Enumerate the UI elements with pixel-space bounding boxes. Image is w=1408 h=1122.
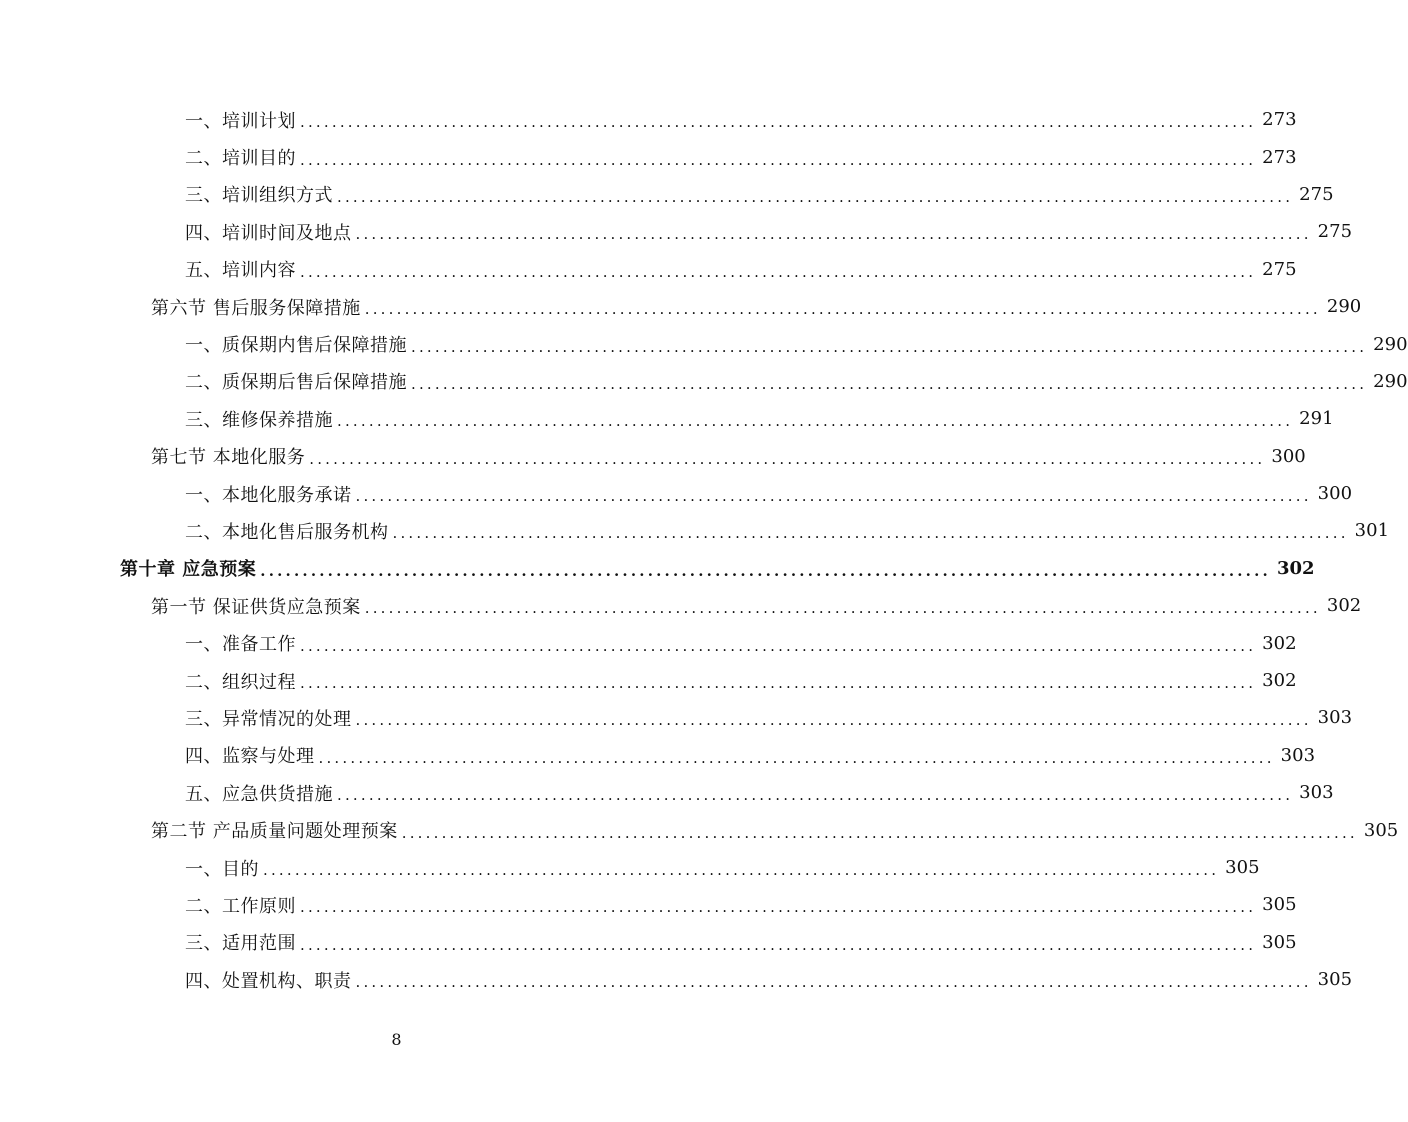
toc-entry-title: 五、培训内容 [185,256,300,282]
dot-leader: ........................................................................................................................ [300,150,1257,169]
toc-entry-item[interactable] [0,512,1390,549]
toc-entry-item[interactable] [0,662,1297,699]
toc-entry-chapter[interactable] [0,550,1315,587]
toc-entry-section[interactable] [0,587,1362,624]
dot-leader: ........................................................................................................................ [401,823,1358,842]
toc-entry-page: 275 [1262,258,1297,280]
toc-entry-item[interactable] [0,176,1334,213]
toc-entry-item[interactable] [0,475,1353,512]
toc-entry-page: 302 [1262,632,1297,654]
toc-entry-page: 305 [1225,857,1260,878]
dot-leader: ........................................................................................................................ [309,449,1266,468]
toc-entry-page: 290 [1326,296,1362,318]
dot-leader: ........................................................................................................................ [318,748,1275,767]
toc-entry-page: 302 [1262,670,1297,692]
dot-leader: ........................................................................................................................ [355,973,1312,992]
dot-leader: ........................................................................................................................ [263,861,1220,879]
toc-entry-page: 300 [1317,483,1353,505]
dot-leader: ........................................................................................................................ [260,561,1271,580]
toc-entry-page: 290 [1373,370,1408,392]
toc-entry-title: 第十章 应急预案 [120,555,260,581]
toc-entry-page: 302 [1326,595,1362,617]
toc-entry-title: 二、组织过程 [185,668,300,694]
dot-leader: ........................................................................................................................ [411,374,1368,393]
toc-entry-title: 四、培训时间及地点 [185,219,356,245]
dot-leader: ........................................................................................................................ [364,599,1321,618]
toc-entry-page: 301 [1354,520,1390,542]
dot-leader: ........................................................................................................................ [300,898,1257,917]
toc-entry-title: 一、本地化服务承诺 [185,481,356,507]
dot-leader: ........................................................................................................................ [411,337,1368,356]
toc-entry-title: 四、处置机构、职责 [185,967,356,993]
toc-entry-item[interactable] [0,400,1334,437]
toc-entry-section[interactable] [0,438,1306,475]
toc-entry-title: 第七节 本地化服务 [151,443,309,469]
toc-entry-item[interactable] [0,325,1408,362]
toc-entry-title: 第一节 保证供货应急预案 [151,593,365,619]
toc-entry-title: 二、质保期后售后保障措施 [185,368,411,394]
toc-entry-page: 273 [1262,146,1297,168]
dot-leader: ........................................................................................................................ [355,487,1312,506]
toc-entry-title: 二、培训目的 [185,144,300,170]
toc-entry-title: 一、质保期内售后保障措施 [185,331,411,357]
toc-entry-title: 四、监察与处理 [185,742,319,768]
dot-leader: ........................................................................................................................ [392,524,1349,543]
dot-leader: ........................................................................................................................ [355,225,1312,244]
toc-entry-page: 273 [1262,109,1297,131]
toc-entry-title: 一、培训计划 [185,107,300,133]
dot-leader: ........................................................................................................................ [300,935,1257,954]
dot-leader: ........................................................................................................................ [337,187,1294,206]
toc-entry-page: 305 [1363,819,1399,841]
dot-leader: ........................................................................................................................ [300,113,1257,132]
toc-entry-page: 275 [1299,183,1334,205]
toc-entry-page: 303 [1317,707,1353,729]
toc-entry-title: 三、维修保养措施 [185,406,337,432]
toc-entry-title: 三、培训组织方式 [185,181,337,207]
toc-entry-title: 三、适用范围 [185,929,300,955]
toc-entry-item[interactable] [0,849,1260,886]
toc-entry-item[interactable] [0,737,1316,774]
toc-entry-section[interactable] [0,288,1362,325]
toc-entry-page: 300 [1271,445,1306,467]
toc-entry-item[interactable] [0,961,1353,998]
toc-entry-page: 290 [1373,333,1408,355]
toc-entry-item[interactable] [0,774,1334,811]
toc-entry-page: 302 [1276,557,1315,579]
table-of-contents [0,101,1408,998]
toc-entry-title: 二、工作原则 [185,892,300,918]
toc-entry-title: 二、本地化售后服务机构 [185,518,393,544]
dot-leader: ........................................................................................................................ [300,262,1257,281]
toc-entry-title: 一、准备工作 [185,630,300,656]
toc-entry-page: 275 [1317,221,1353,243]
toc-entry-page: 305 [1317,969,1353,991]
dot-leader: ........................................................................................................................ [300,674,1257,693]
toc-entry-item[interactable] [0,924,1297,961]
toc-entry-section[interactable] [0,811,1399,848]
toc-entry-item[interactable] [0,363,1408,400]
toc-entry-item[interactable] [0,886,1297,923]
toc-entry-item[interactable] [0,101,1297,138]
toc-entry-item[interactable] [0,251,1297,288]
dot-leader: ........................................................................................................................ [355,711,1312,730]
toc-entry-page: 291 [1299,408,1334,430]
toc-entry-title: 第六节 售后服务保障措施 [151,294,365,320]
toc-entry-page: 305 [1262,894,1297,916]
toc-entry-page: 305 [1262,931,1297,953]
dot-leader: ........................................................................................................................ [364,300,1321,319]
dot-leader: ........................................................................................................................ [300,636,1257,655]
toc-entry-title: 第二节 产品质量问题处理预案 [151,817,402,843]
toc-entry-item[interactable] [0,213,1353,250]
toc-entry-title: 一、目的 [185,855,263,881]
toc-entry-page: 303 [1299,782,1334,804]
toc-entry-page: 303 [1280,744,1316,766]
page-number: 8 [391,1030,402,1049]
dot-leader: ........................................................................................................................ [337,412,1294,431]
toc-entry-title: 五、应急供货措施 [185,780,337,806]
dot-leader: ........................................................................................................................ [337,786,1294,805]
toc-entry-item[interactable] [0,699,1353,736]
toc-entry-item[interactable] [0,624,1297,661]
toc-entry-title: 三、异常情况的处理 [185,705,356,731]
toc-entry-item[interactable] [0,138,1297,175]
